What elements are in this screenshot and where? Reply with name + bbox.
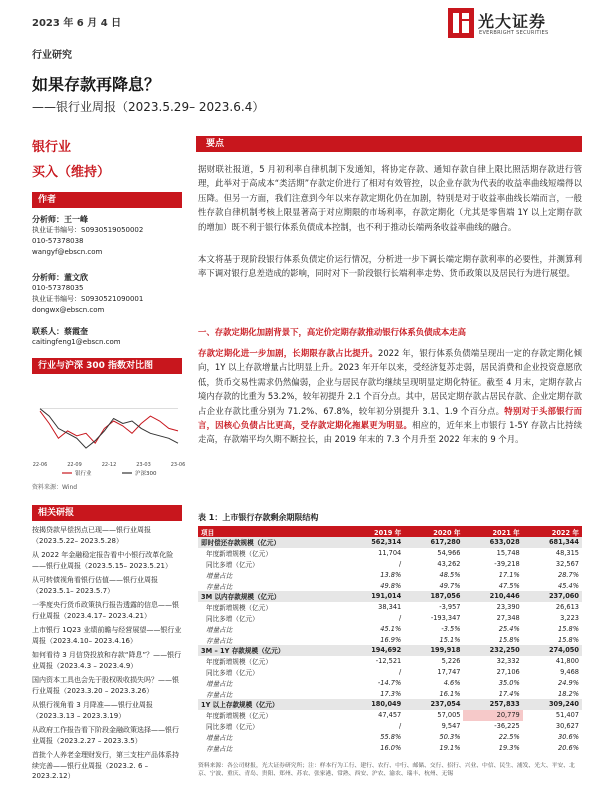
- industry-name: 银行业: [32, 140, 72, 155]
- author-name: 分析师：王一峰: [32, 215, 88, 224]
- table-cell: 43,262: [437, 559, 461, 568]
- contact-name: 联系人：蔡霞奎: [32, 327, 88, 336]
- table-row: [198, 710, 582, 721]
- row-label: 存量占比: [206, 582, 233, 591]
- table-cell: 210,446: [463, 591, 522, 602]
- rating-label: 买入（维持）: [32, 165, 111, 180]
- row-label: 增量占比: [206, 733, 233, 742]
- author-name: 分析师：董文欣: [32, 273, 88, 282]
- table-cell: 16.1%: [439, 689, 461, 698]
- paragraph-lead: 存款定期化进一步加剧，长期限存款占比提升。: [198, 348, 379, 358]
- table-cell: 22.5%: [498, 732, 520, 741]
- chart-x-tick-label: 22-06: [32, 462, 48, 468]
- table-cell: 9,468: [560, 667, 579, 676]
- related-report-link[interactable]: 首批个人养老金理财发行，第三支柱产品体系持续完善——银行业周报（2023.2. 6 – 2023.2.12）: [32, 751, 179, 780]
- table-cell: 32,332: [496, 657, 520, 666]
- table-cell: 232,250: [463, 645, 522, 656]
- table-cell: 25.4%: [498, 624, 520, 633]
- row-label: 同比多增（亿元）: [206, 668, 259, 677]
- related-report-link[interactable]: 从政府工作报告看下阶段金融政策选择——银行业周报（2023.2.27 – 2023.3.5）: [32, 726, 179, 745]
- table-cell: 38,341: [378, 603, 402, 612]
- row-label: 3M – 1Y 存款规模（亿元）: [198, 645, 345, 656]
- related-report-link[interactable]: 一季度央行货币政策执行报告透露的信息——银行业周报（2023.4.17– 2023.4.21）: [32, 601, 179, 620]
- table-cell: /: [399, 721, 402, 730]
- table-cell: 30.6%: [558, 732, 579, 741]
- table-row: [198, 721, 582, 732]
- table-cell: 617,280: [404, 537, 463, 548]
- related-report-link[interactable]: 从可转债视角看银行估值——银行业周报（2023.5.1– 2023.5.7）: [32, 576, 158, 595]
- table-cell: /: [399, 667, 402, 676]
- table-row: [198, 602, 582, 613]
- table-cell: 15.8%: [558, 624, 579, 633]
- table-cell: 20.6%: [558, 743, 579, 752]
- table-source-note: 资料来源：各公司财报，光大证券研究所；注：样本行为工行、建行、农行、中行、邮储、交行、招行、兴业、中信、民生、浦发、光大、平安、北京、宁波、重庆、青岛、贵阳、郑州、苏农、张家港、常熟、西安、沪农、渝农、瑞丰、杭州、无锡: [198, 763, 575, 777]
- table-row: [198, 537, 582, 548]
- author-detail: 010-57378038: [32, 237, 84, 245]
- chart-source: 资料来源：Wind: [32, 484, 78, 491]
- table-cell: -3,957: [439, 603, 461, 612]
- table-cell: 191,014: [345, 591, 404, 602]
- table-cell: 51,407: [555, 711, 579, 720]
- table-cell: 5,226: [441, 657, 461, 666]
- table-cell: 19.1%: [439, 743, 461, 752]
- table-row: [198, 742, 582, 753]
- row-label: 存量占比: [206, 744, 233, 753]
- table-cell: 180,049: [345, 699, 404, 710]
- table-cell: -39,218: [494, 559, 520, 568]
- row-label: 1Y 以上存款规模（亿元）: [198, 699, 345, 710]
- key-paragraph-1: 据财联社报道，5 月初利率自律机制下发通知，将协定存款、通知存款自律上限比照活期存款进行管理，此举对于高成本“类活期”存款定价进行了相对有效管控，以企业存款为代表的收益率曲线短端得以压降。但另一方面，我们注意到今年以来存款定期化仍在加剧，特别是对于收益率曲线长端而言，一般性存款自律机制考核上限显著高于对应期限的市场利率，存款定期化（尤其是零售端 1Y 以上定期存款的增加）既不利于银行体系负债成本控制，也不利于推动长端两条收益率曲线的融合。: [198, 164, 582, 232]
- table-cell: 4.6%: [443, 678, 461, 687]
- table-cell: 19.3%: [498, 743, 520, 752]
- report-category: 行业研究: [32, 50, 72, 61]
- row-label: 同比多增（亿元）: [206, 722, 259, 731]
- table-cell: 562,314: [345, 537, 404, 548]
- author-detail: 010-57378035: [32, 284, 84, 292]
- author-detail: 执业证书编号：S0930521090001: [32, 295, 144, 303]
- table-cell: 50.3%: [439, 732, 461, 741]
- table-row: [198, 580, 582, 591]
- chart-x-tick-label: 22-09: [67, 462, 82, 468]
- chart-legend-label: 银行业: [75, 471, 92, 477]
- row-label: 存量占比: [206, 636, 233, 645]
- author-email[interactable]: dongwx@ebscn.com: [32, 306, 105, 314]
- related-report-link[interactable]: 从银行视角看 3 月降准——银行业周报（2023.3.13 – 2023.3.19）: [32, 701, 153, 720]
- table-row: [198, 613, 582, 624]
- table-cell: 27,348: [496, 613, 520, 622]
- table-cell: 48.5%: [439, 570, 461, 579]
- table-cell: 28.7%: [558, 570, 579, 579]
- table-cell: 57,005: [437, 711, 461, 720]
- table-cell: 17,747: [437, 667, 461, 676]
- table-cell: 15.8%: [558, 635, 579, 644]
- row-label: 同比多增（亿元）: [206, 560, 259, 569]
- table-cell: 45.4%: [558, 581, 579, 590]
- table-cell: 237,060: [523, 591, 582, 602]
- table-row: [198, 623, 582, 634]
- chart-x-tick-label: 23-06: [170, 462, 186, 468]
- table-cell: 17.4%: [498, 689, 520, 698]
- row-label: 增量占比: [206, 679, 233, 688]
- chart-section-title: 行业与沪深 300 指数对比图: [32, 358, 182, 374]
- table-cell: -36,225: [494, 721, 520, 730]
- table-row: [198, 731, 582, 742]
- table-title: 表 1：上市银行存款剩余期限结构: [198, 513, 319, 522]
- table-cell: 194,692: [345, 645, 404, 656]
- table-cell: 23,390: [496, 603, 520, 612]
- row-label: 即时偿还存款规模（亿元）: [198, 537, 345, 548]
- table-row: [198, 699, 582, 710]
- table-cell: 54,966: [437, 549, 461, 558]
- table-cell: 199,918: [404, 645, 463, 656]
- row-label: 增量占比: [206, 625, 233, 634]
- table-header-cell: 2019 年: [345, 526, 404, 537]
- related-section-title: 相关研报: [32, 505, 182, 521]
- table-cell: 47.5%: [498, 581, 520, 590]
- table-header-cell: 2022 年: [523, 526, 582, 537]
- table-cell: /: [399, 559, 402, 568]
- row-label: 年度新增规模（亿元）: [206, 658, 272, 667]
- deposit-maturity-table: [198, 526, 582, 753]
- table-cell: 257,833: [463, 699, 522, 710]
- page-title: 如果存款再降息？: [32, 75, 161, 94]
- table-header-cell: 2020 年: [404, 526, 463, 537]
- brand-logo: [448, 6, 588, 40]
- table-row: [198, 656, 582, 667]
- author-detail: 执业证书编号：S0930519050002: [32, 226, 144, 234]
- table-cell: 47,457: [378, 711, 402, 720]
- key-paragraph-2: 本文将基于现阶段银行体系负债定价运行情况，分析进一步下调长端定期存款利率的必要性，并测算利率下调对银行息差造成的影响，同时对下一阶段银行长端利率走势、货币政策以及居民行为进行展望。: [198, 254, 582, 279]
- table-header-cell: 项目: [198, 526, 345, 537]
- table-row: [198, 645, 582, 656]
- table-row: [198, 569, 582, 580]
- paragraph-tail: 相应的，近年来上市银行 1-5Y 存款占比持续走高，存款端平均久期不断拉长，由 2019 年末的 7.3 个月升至 2022 年末的 9 个月。: [198, 420, 583, 445]
- related-report-link[interactable]: 从 2022 年金融稳定报告看中小银行改革化险——银行业周报（2023.5.15– 2023.5.21）: [32, 551, 174, 570]
- table-cell: 45.1%: [380, 624, 402, 633]
- table-cell: 24.9%: [558, 678, 579, 687]
- table-cell: 237,054: [404, 699, 463, 710]
- key-points-title: 要点: [196, 136, 582, 152]
- related-report-link[interactable]: 国内资本工具也会先于股权吸收损失吗？——银行业周报（2023.3.20 – 2023.3.26）: [32, 676, 179, 695]
- table-cell: 55.8%: [380, 732, 402, 741]
- table-row: [198, 559, 582, 570]
- table-cell: -12,521: [375, 657, 402, 666]
- table-row: [198, 548, 582, 559]
- table-cell: 274,050: [523, 645, 582, 656]
- table-cell: 32,567: [555, 559, 579, 568]
- table-cell: 49.8%: [380, 581, 402, 590]
- page-subtitle: ——银行业周报（2023.5.29– 2023.6.4）: [32, 100, 265, 114]
- table-cell: 26,613: [555, 603, 579, 612]
- row-label: 年度新增规模（亿元）: [206, 712, 272, 721]
- table-header-cell: 2021 年: [463, 526, 522, 537]
- table-cell: 15.8%: [498, 635, 520, 644]
- table-cell: -193,347: [430, 613, 461, 622]
- logo-text: 光大证券: [478, 12, 547, 31]
- row-label: 存量占比: [206, 690, 233, 699]
- table-cell: 27,106: [496, 667, 520, 676]
- related-report-link[interactable]: 按揭贷款早偿拐点已现——银行业周报（2023.5.22– 2023.5.28）: [32, 526, 151, 545]
- table-row: [198, 677, 582, 688]
- table-row: [198, 634, 582, 645]
- logo-subtext: EVERBRIGHT SECURITIES: [479, 30, 549, 36]
- table-cell: 11,704: [378, 549, 402, 558]
- related-reports-list: [32, 525, 182, 782]
- author-block: [32, 272, 182, 316]
- paragraph-body: 2022 年，银行体系负债端呈现出一定的存款定期化倾向，1Y 以上存款增量占比明显上升。2023 年开年以来，受经济复苏走弱，居民消费和企业投资意愿欣低，货币交易性需求仍然偏弱，企业与居民存款均继续呈现明显定期化特征。截至 4 月末，定期存款占境内存款的比重为 53.2%，较年初提升 2.1 个百分点。其中，居民定期存款占居民存款、企业定期存款占企业存款比重分别为 71.2%、67.8%，较年初分别提升 3.1、1.9 个百分点。: [198, 348, 582, 416]
- row-label: 年度新增规模（亿元）: [206, 550, 272, 559]
- related-report-link[interactable]: 上市银行 1Q23 业绩前瞻与经营展望——银行业周报（2023.4.10– 2023.4.16）: [32, 626, 182, 645]
- author-block: [32, 214, 182, 258]
- table-cell: 13.8%: [380, 570, 402, 579]
- related-report-link[interactable]: 如何看待 3 月信贷投放和存款“降息”？——银行业周报（2023.4.3 – 2023.4.9）: [32, 651, 182, 670]
- left-sidebar: [32, 136, 186, 782]
- table-cell: 20,779: [463, 710, 522, 721]
- report-date: 2023 年 6 月 4 日: [32, 18, 122, 29]
- table-cell: 35.0%: [498, 678, 520, 687]
- chart-svg: [32, 378, 186, 480]
- row-label: 年度新增规模（亿元）: [206, 604, 272, 613]
- paragraph-emphasis: 特别对于头部银行而言，因核心负债占比更高，受存款定期化拖累更为明显。: [198, 405, 582, 431]
- table-cell: /: [399, 613, 402, 622]
- row-label: 增量占比: [206, 571, 233, 580]
- table-cell: 41,800: [555, 657, 579, 666]
- table-cell: 309,240: [523, 699, 582, 710]
- table-cell: 17.1%: [498, 570, 520, 579]
- table-cell: 15,748: [496, 549, 520, 558]
- table-cell: 187,056: [404, 591, 463, 602]
- table-cell: 49.7%: [439, 581, 461, 590]
- table-cell: 48,315: [555, 549, 579, 558]
- table-cell: 16.9%: [380, 635, 402, 644]
- table-cell: 3,223: [560, 613, 579, 622]
- table-cell: 15.1%: [439, 635, 461, 644]
- index-comparison-chart: [32, 378, 186, 480]
- table-row: [198, 688, 582, 699]
- table-row: [198, 591, 582, 602]
- chart-legend-label: 沪深300: [135, 471, 157, 477]
- contact-email[interactable]: caitingfeng1@ebscn.com: [32, 338, 121, 346]
- key-paragraph-3: [198, 346, 582, 447]
- chart-series-line: [40, 411, 178, 443]
- author-email[interactable]: wangyf@ebscn.com: [32, 248, 103, 256]
- row-label: 同比多增（亿元）: [206, 614, 259, 623]
- table-cell: 30,627: [555, 721, 579, 730]
- table-row: [198, 667, 582, 678]
- table-cell: -14.7%: [377, 678, 402, 687]
- table-cell: 9,547: [441, 721, 461, 730]
- chart-series-line: [40, 409, 178, 448]
- contact-block: [32, 326, 182, 348]
- table-cell: -3.5%: [441, 624, 461, 633]
- table-cell: 633,028: [463, 537, 522, 548]
- section-heading-1: 一、存款定期化加剧背景下，高定价定期存款推动银行体系负债成本走高: [198, 327, 466, 337]
- row-label: 3M 以内存款规模（亿元）: [198, 591, 345, 602]
- table-cell: 17.3%: [380, 689, 402, 698]
- table-header-row: [198, 526, 582, 537]
- table-cell: 16.0%: [380, 743, 402, 752]
- table-cell: 18.2%: [558, 689, 579, 698]
- chart-x-tick-label: 22-12: [101, 462, 117, 468]
- table-cell: 681,344: [523, 537, 582, 548]
- chart-x-tick-label: 23-03: [136, 462, 151, 468]
- authors-section-title: 作者: [32, 192, 182, 208]
- logo-mark-icon: [448, 8, 474, 38]
